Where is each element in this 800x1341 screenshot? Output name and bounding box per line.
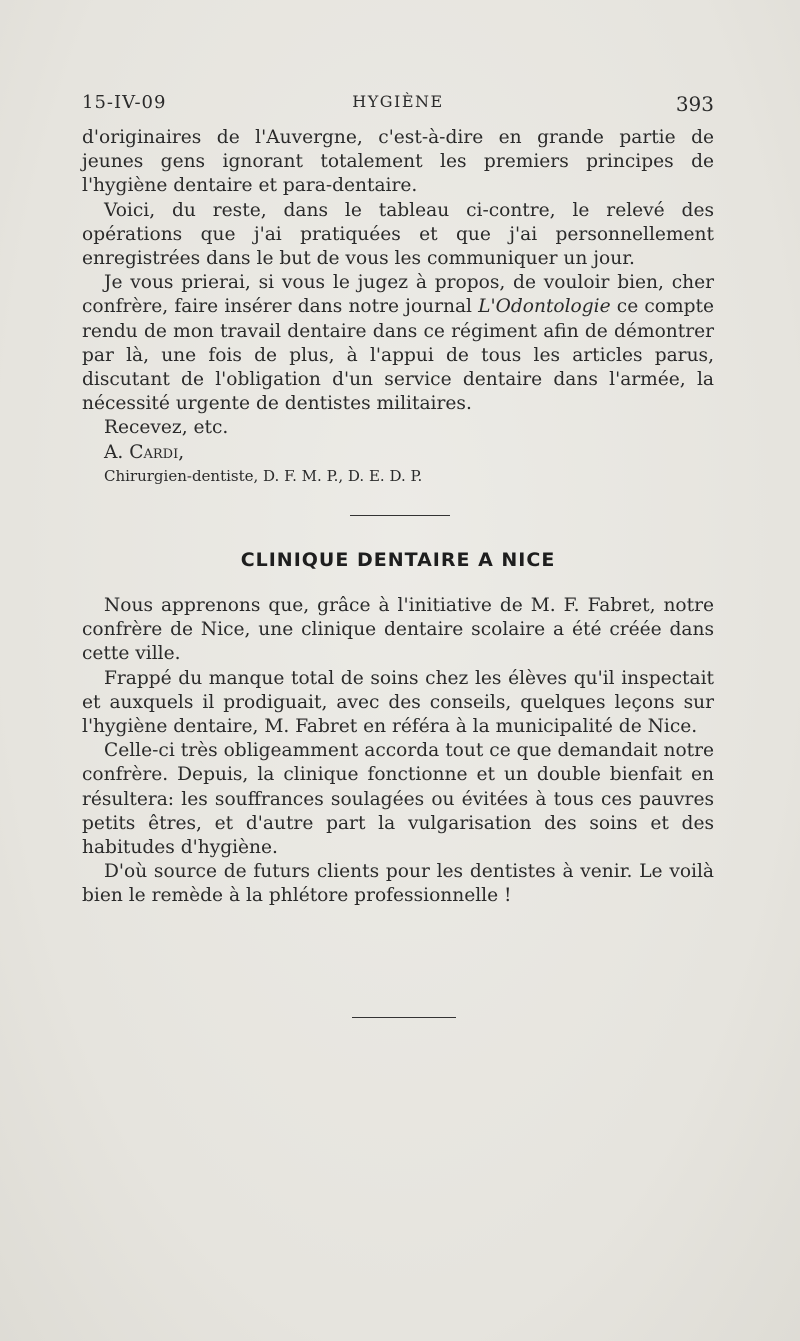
letter-closing: Recevez, etc. bbox=[104, 417, 229, 439]
article-title: CLINIQUE DENTAIRE A NICE bbox=[240, 549, 556, 571]
page-number: 393 bbox=[675, 92, 714, 116]
letter-paragraph: d'originaires de l'Auvergne, c'est-à-dire en grande partie de jeunes gens ignorant totalement les premiers principes de l'hygiène dentaire et para-dentaire. bbox=[82, 127, 714, 197]
article-paragraph: Nous apprenons que, grâce à l'initiative de M. F. Fabret, notre confrère de Nice, une clinique dentaire scolaire a été créée dans cette ville. bbox=[82, 595, 714, 665]
letter-text: Je vous prierai, si vous le jugez à propos, de vouloir bien, cher confrère, faire insérer dans notre journal bbox=[82, 272, 714, 318]
running-head bbox=[82, 92, 714, 122]
letter-body bbox=[82, 126, 714, 487]
signature-title: Chirurgien-dentiste, D. F. M. P., D. E. D. P. bbox=[104, 466, 423, 485]
end-divider bbox=[352, 1017, 456, 1018]
letter-text: ce compte rendu de mon travail dentaire dans ce régiment afin de démontrer par là, une fois de plus, à l'appui de tous les articles parus, discutant de l'obligation d'un service dentaire dans l'armée, la nécessité urgente de dentistes militaires. bbox=[82, 296, 715, 415]
letter-paragraph-journal bbox=[82, 271, 714, 416]
journal-title: L'Odontologie bbox=[478, 296, 611, 318]
article-paragraph: Frappé du manque total de soins chez les élèves qu'il inspectait et auxquels il prodiguait, avec des conseils, quelques leçons sur l'hygiène dentaire, M. Fabret en référa à la municipalité de Nice. bbox=[82, 667, 714, 738]
letter-paragraph: Voici, du reste, dans le tableau ci-contre, le relevé des opérations que j'ai pratiquées et que j'ai personnellement enregistrées dans le but de vous les communiquer un jour. bbox=[82, 199, 714, 270]
section-heading: HYGIÈNE bbox=[352, 92, 444, 111]
signature-name: A. Cardi, bbox=[104, 441, 185, 463]
issue-date: 15-IV-09 bbox=[82, 92, 167, 113]
article-paragraph: Celle-ci très obligeamment accorda tout ce que demandait notre confrère. Depuis, la clinique fonctionne et un double bienfait en résultera: les souffrances soulagées ou évitées à tous ces pauvres petits êtres, et d'autre part la vulgarisation des soins et des habitudes d'hygiène. bbox=[82, 740, 714, 859]
article-paragraph: D'où source de futurs clients pour les dentistes à venir. Le voilà bien le remède à la phlétore professionnelle ! bbox=[82, 861, 714, 907]
section-divider bbox=[350, 515, 450, 516]
article-body bbox=[82, 594, 714, 909]
